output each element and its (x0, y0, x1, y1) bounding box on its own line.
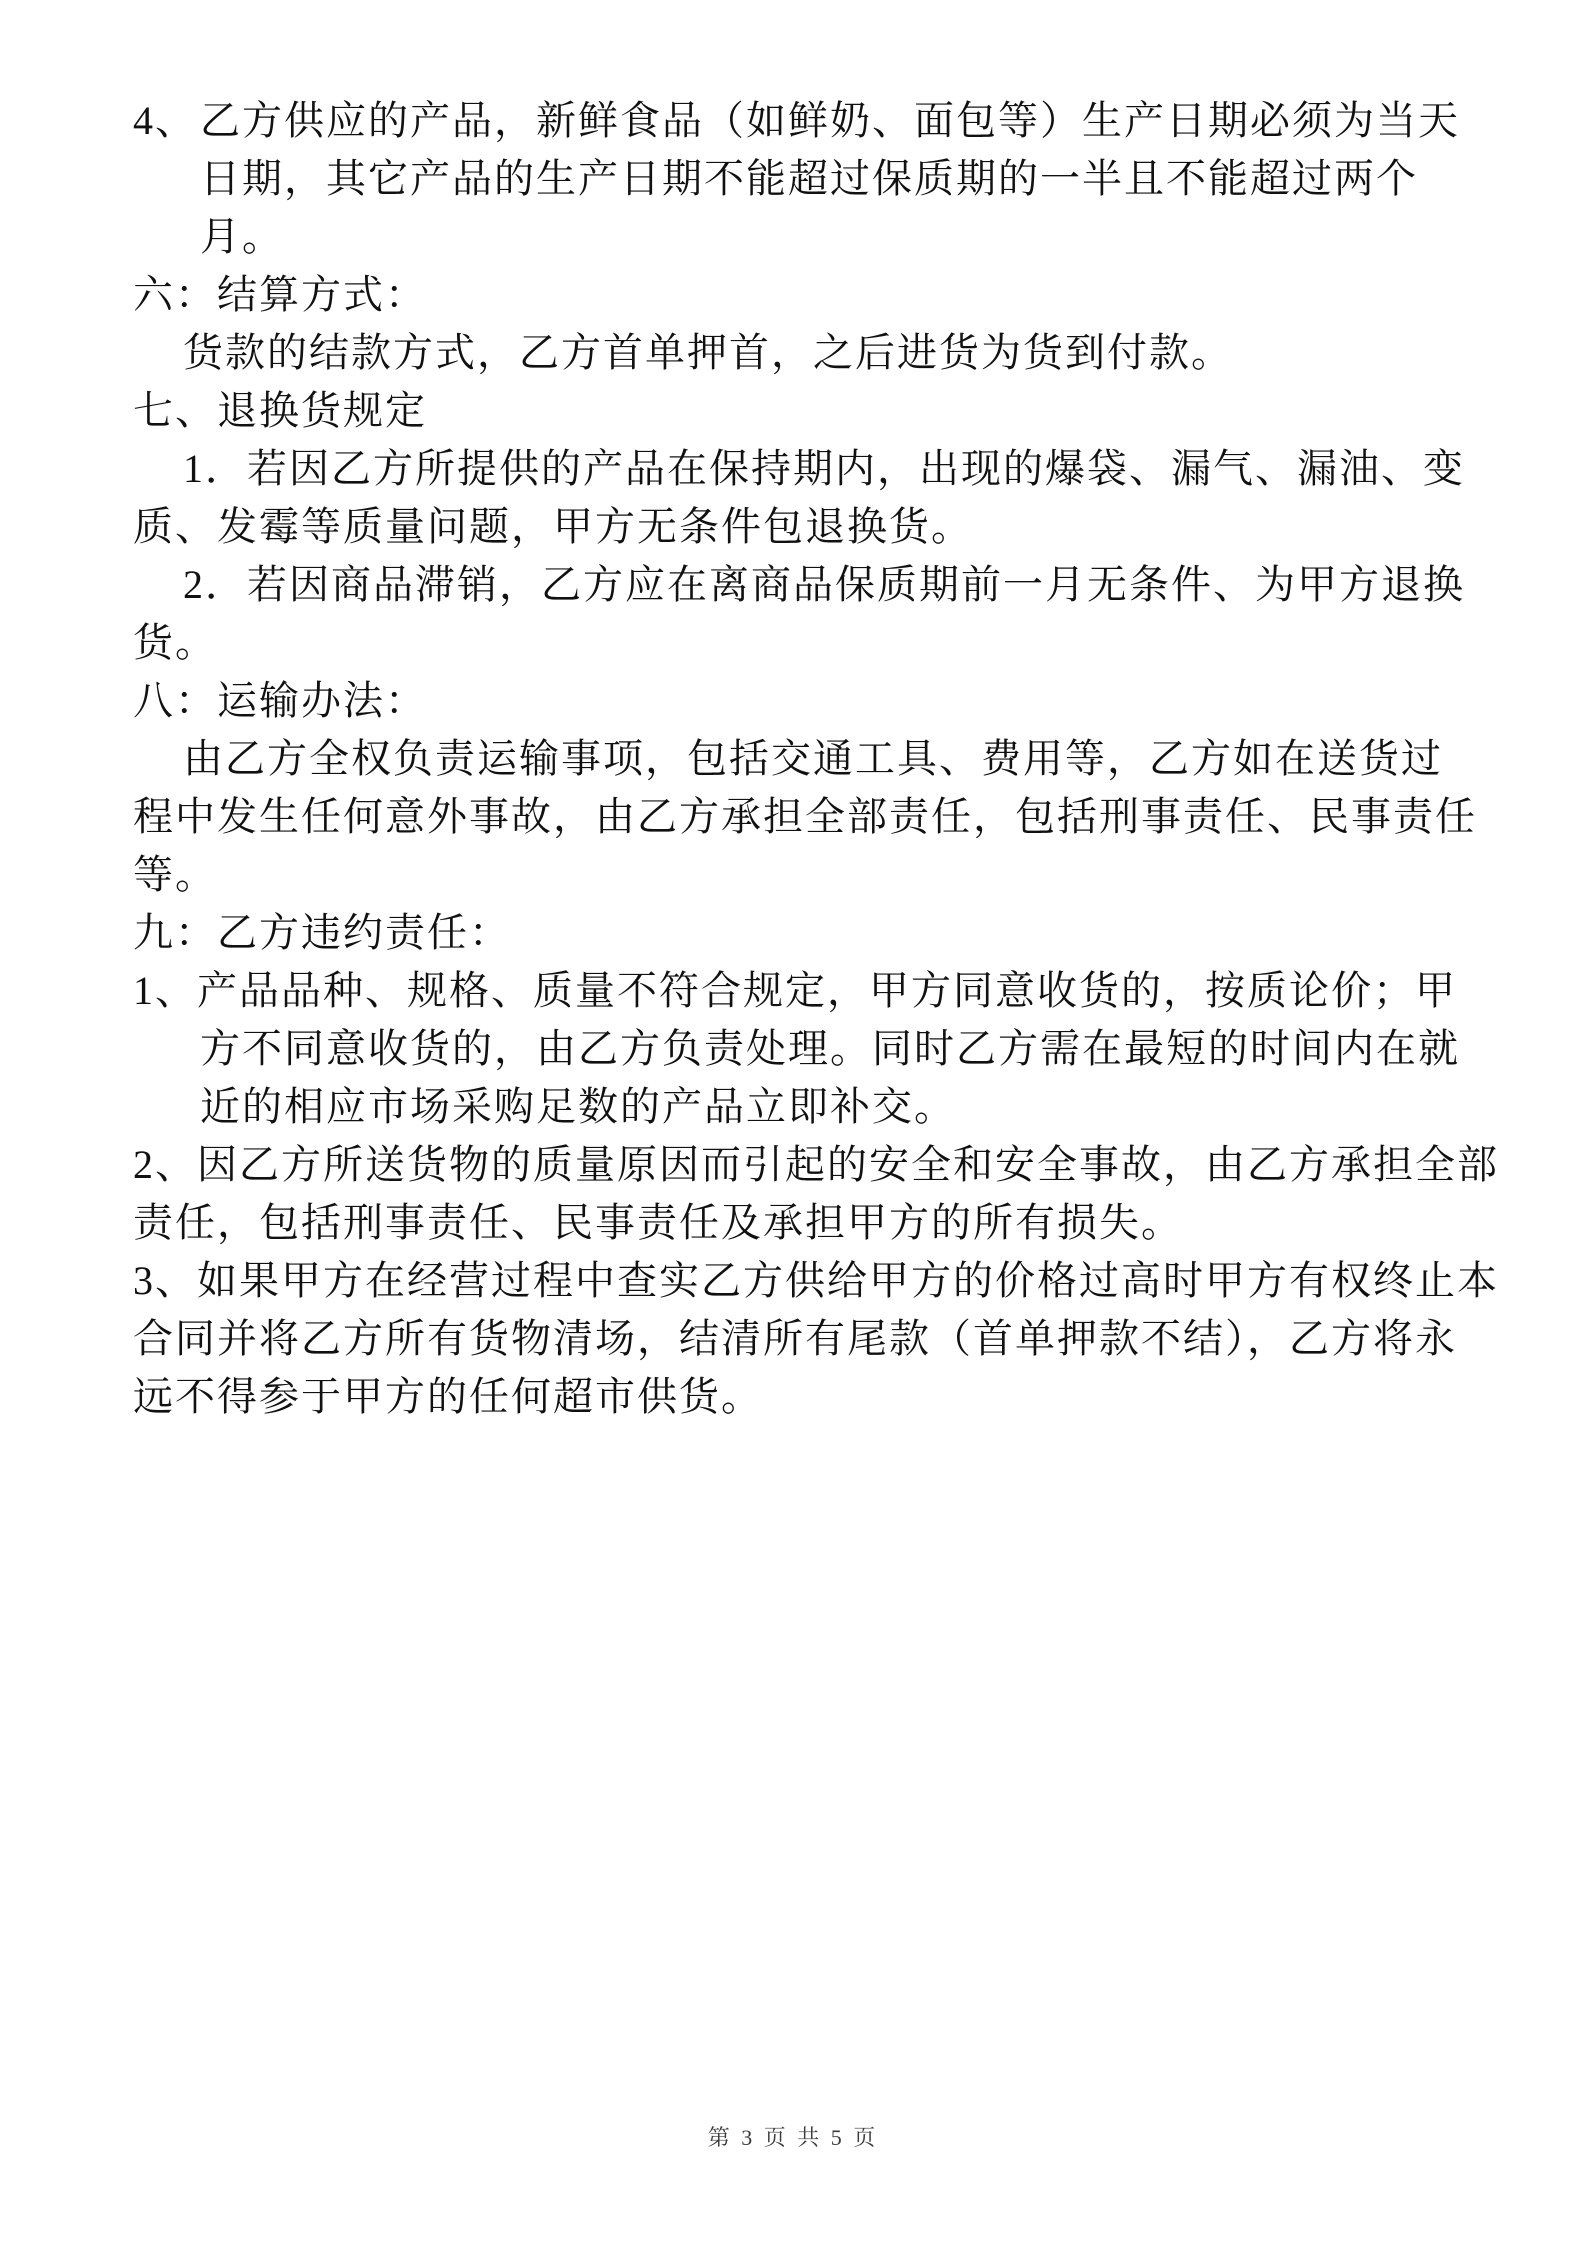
section-8-body-line-3: 等。 (133, 852, 217, 897)
document-body (133, 92, 1499, 1426)
section-7-item-1-line-1: 1．若因乙方所提供的产品在保持期内，出现的爆袋、漏气、漏油、变 (183, 446, 1465, 491)
section-7-heading: 七、退换货规定 (133, 388, 427, 433)
section-8-heading: 八：运输办法： (133, 678, 427, 723)
page-number: 第 3 页 共 5 页 (707, 2125, 879, 2150)
section-9-item-1-line-1: 1、产品品种、规格、质量不符合规定，甲方同意收货的，按质论价；甲 (133, 968, 1457, 1013)
section-9-item-3-line-2: 合同并将乙方所有货物清场，结清所有尾款（首单押款不结），乙方将永 (133, 1316, 1457, 1361)
section-7-item-2-line-2: 货。 (133, 620, 217, 665)
clause-4-line-3: 月。 (200, 214, 284, 259)
clause-4-line-1 (133, 92, 1458, 150)
section-8-body-line-2: 程中发生任何意外事故，由乙方承担全部责任，包括刑事责任、民事责任 (133, 794, 1477, 839)
clause-4-text: 乙方供应的产品，新鲜食品（如鲜奶、面包等）生产日期必须为当天 (200, 98, 1460, 143)
section-7-item-1-line-2: 质、发霉等质量问题，甲方无条件包退换货。 (133, 504, 973, 549)
section-9-item-3-line-3: 远不得参于甲方的任何超市供货。 (133, 1374, 763, 1419)
section-9-item-2-line-1: 2、因乙方所送货物的质量原因而引起的安全和安全事故，由乙方承担全部 (133, 1142, 1499, 1187)
section-9-item-1-line-2: 方不同意收货的，由乙方负责处理。同时乙方需在最短的时间内在就 (200, 1026, 1460, 1071)
section-9-item-1-line-3: 近的相应市场采购足数的产品立即补交。 (200, 1084, 956, 1129)
section-9-heading: 九：乙方违约责任： (133, 910, 511, 955)
section-9-item-2-line-2: 责任，包括刑事责任、民事责任及承担甲方的所有损失。 (133, 1200, 1183, 1245)
clause-4-marker: 4、 (133, 98, 197, 143)
section-6-heading: 六：结算方式： (133, 272, 427, 317)
section-7-item-2-line-1: 2．若因商品滞销，乙方应在离商品保质期前一月无条件、为甲方退换 (183, 562, 1465, 607)
section-8-body-line-1: 由乙方全权负责运输事项，包括交通工具、费用等，乙方如在送货过 (183, 736, 1443, 781)
section-6-body: 货款的结款方式，乙方首单押首，之后进货为货到付款。 (183, 330, 1233, 375)
section-9-item-3-line-1: 3、如果甲方在经营过程中查实乙方供给甲方的价格过高时甲方有权终止本 (133, 1258, 1499, 1303)
clause-4-line-2: 日期，其它产品的生产日期不能超过保质期的一半且不能超过两个 (200, 156, 1418, 201)
